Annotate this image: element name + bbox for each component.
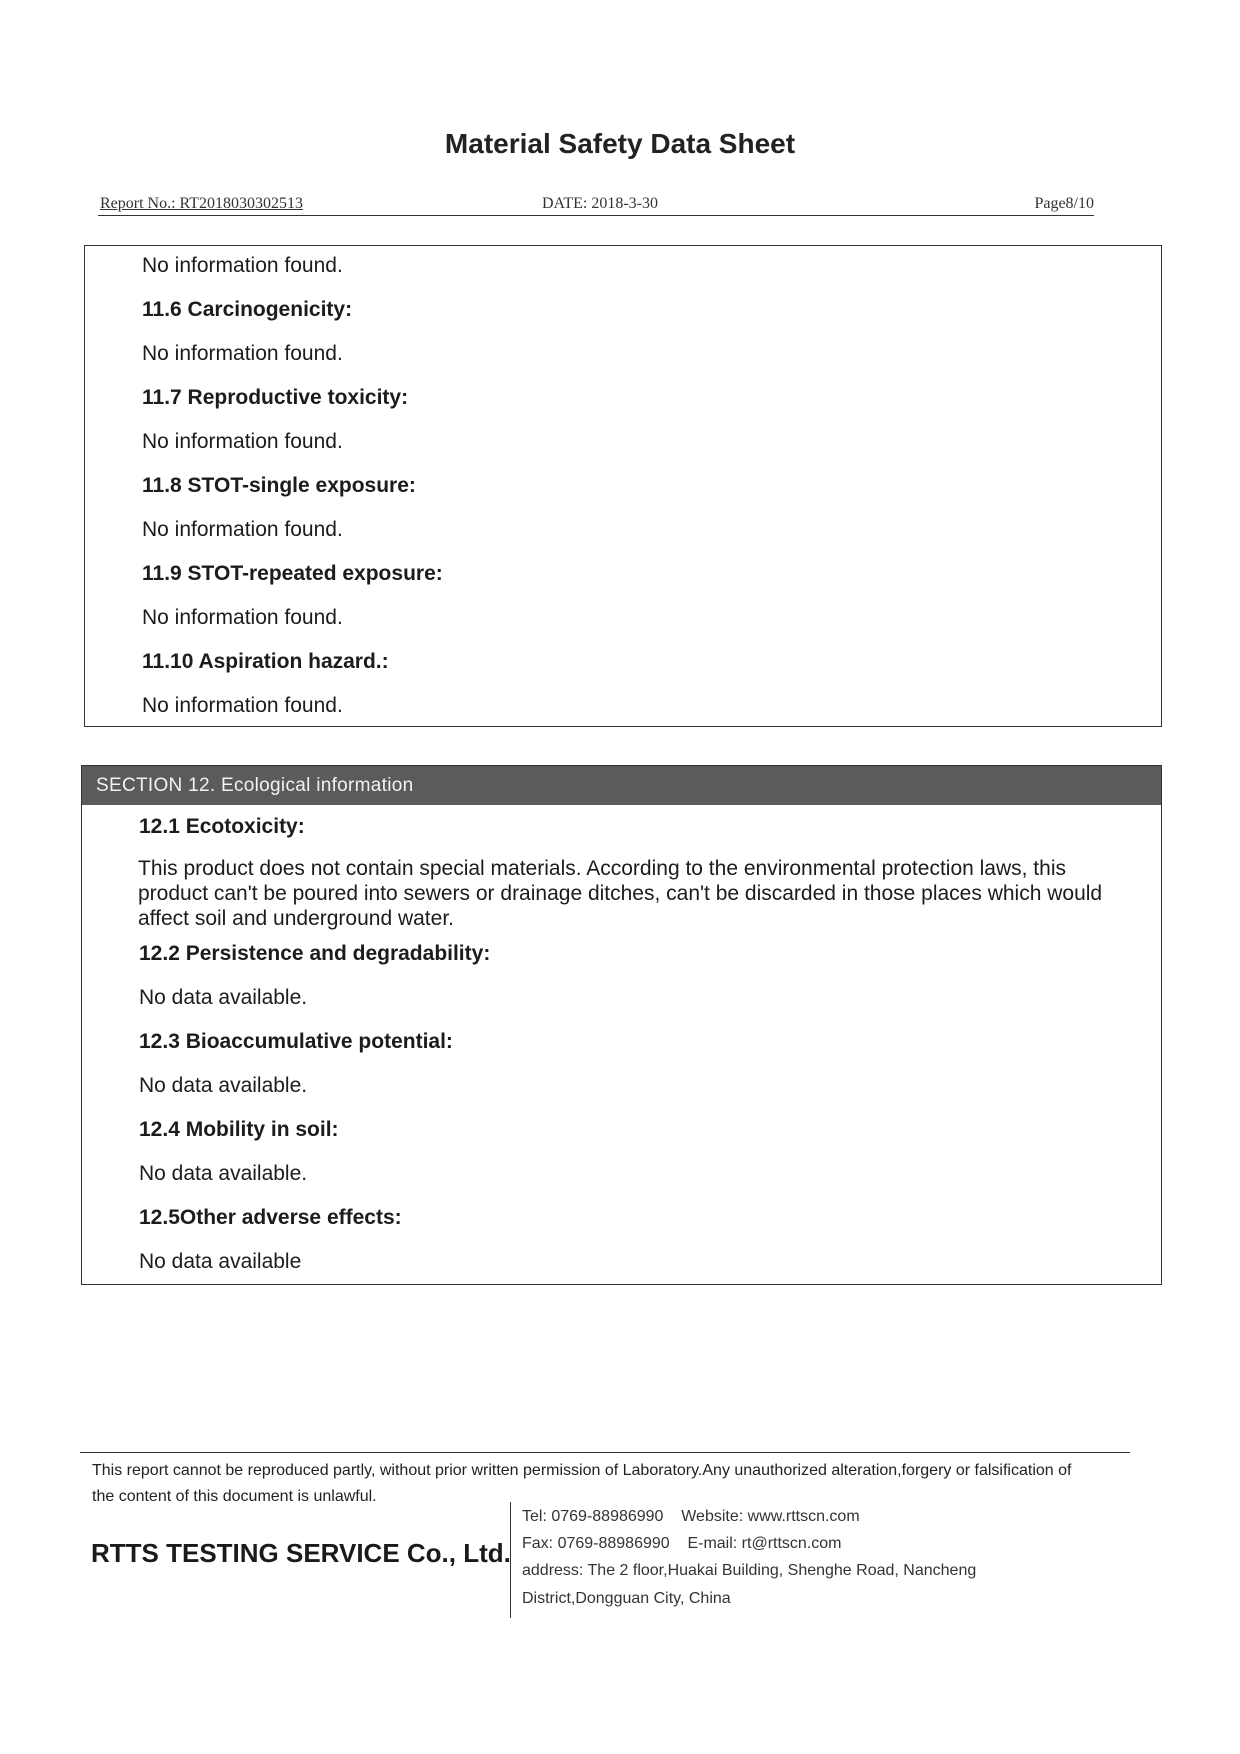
footer-disclaimer: This report cannot be reproduced partly, without prior written permission of Laboratory.Any unauthorized alteration,forgery or falsification of the content of this document is unlawful. [92,1462,1072,1505]
footer-divider [80,1452,1130,1453]
section-11-text: No information found. [142,518,343,541]
page-title: Material Safety Data Sheet [444,128,796,159]
section-12-heading: 12.3 Bioaccumulative potential: [139,1030,453,1053]
footer-vertical-divider [510,1502,511,1618]
section-11-heading: 11.9 STOT-repeated exposure: [142,562,443,585]
section-11-text: No information found. [142,694,343,717]
section-11-heading: 11.6 Carcinogenicity: [142,298,353,321]
ecotoxicity-text: This product does not contain special materials. According to the environmental protection laws, this product can't be poured into sewers or drainage ditches, can't be discarded in those places which would affect soil and underground water. [138,857,1103,930]
section-12-title-bar: SECTION 12. Ecological information [82,766,1161,805]
section-12-text: No data available. [139,1074,308,1097]
section-11-text: No information found. [142,254,343,277]
report-date: DATE: 2018-3-30 [542,195,658,212]
contact-tel: Tel: 0769-88986990 Website: www.rttscn.com [522,1508,860,1525]
company-name: RTTS TESTING SERVICE Co., Ltd. [91,1538,511,1568]
section-12-text: No data available [139,1250,302,1273]
section-12-heading: 12.2 Persistence and degradability: [139,942,491,965]
section-11-text: No information found. [142,430,343,453]
section-12-box [81,765,1162,1285]
section-11-heading: 11.7 Reproductive toxicity: [142,386,409,409]
section-11-box [84,245,1162,727]
section-11-text: No information found. [142,606,343,629]
section-12-text: No data available. [139,1162,308,1185]
section-11-heading: 11.10 Aspiration hazard.: [142,650,389,673]
section-12-text: No data available. [139,986,308,1009]
ecotoxicity-heading: 12.1 Ecotoxicity: [139,815,305,838]
contact-address-1: address: The 2 floor,Huakai Building, Shenghe Road, Nancheng [522,1562,977,1579]
section-12-heading: 12.5Other adverse effects: [139,1206,402,1229]
section-11-text: No information found. [142,342,343,365]
section-12-heading: 12.4 Mobility in soil: [139,1118,339,1141]
contact-fax: Fax: 0769-88986990 E-mail: rt@rttscn.com [522,1535,842,1552]
contact-address-2: District,Dongguan City, China [522,1590,731,1607]
page-number: Page8/10 [1034,195,1094,212]
section-11-heading: 11.8 STOT-single exposure: [142,474,416,497]
report-header-line [98,191,1094,216]
report-number: Report No.: RT2018030302513 [100,195,304,212]
